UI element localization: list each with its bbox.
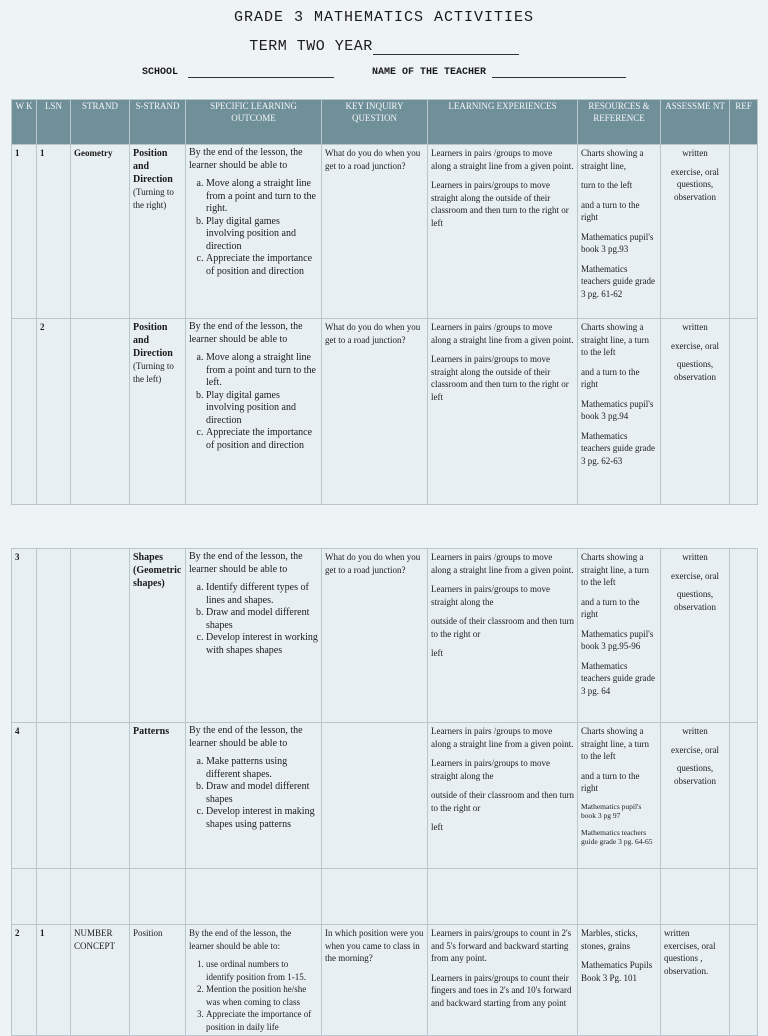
resource-text: and a turn to the right bbox=[581, 199, 640, 222]
assessment-text: questions, observation bbox=[674, 359, 716, 382]
strand-cell: NUMBER CONCEPT bbox=[71, 925, 130, 1036]
assessment-text: exercise, oral bbox=[671, 744, 719, 755]
assessment-cell bbox=[661, 925, 730, 1036]
substrand-cell bbox=[130, 145, 186, 319]
experience-text: Learners in pairs /groups to move along a straight line from a given point. bbox=[431, 148, 574, 171]
outcome-item: b. Play digital games involving position and direction bbox=[206, 390, 318, 428]
outcome-cell bbox=[186, 145, 322, 319]
resources-cell bbox=[578, 723, 661, 869]
experience-text: Learners in pairs /groups to move along a straight line from a given point. bbox=[431, 726, 574, 749]
teacher-label: NAME OF THE TEACHER bbox=[372, 67, 487, 78]
experience-text: Learners in pairs/groups to count their fingers and toes in 2's and 10's forward and backward starting from any point bbox=[431, 972, 572, 1008]
empty-cell bbox=[130, 869, 186, 925]
outcome-item: 3. Appreciate the importance of position in daily life bbox=[206, 1008, 318, 1033]
lesson-cell bbox=[37, 549, 71, 723]
outcome-intro: By the end of the lesson, the learner should be able to bbox=[189, 551, 303, 575]
col-header-ref: REF bbox=[730, 100, 758, 145]
strand-cell bbox=[71, 549, 130, 723]
experiences-cell bbox=[428, 549, 578, 723]
substrand-title: Shapes (Geometric shapes) bbox=[133, 552, 182, 589]
empty-cell bbox=[661, 869, 730, 925]
outcome-item: c. Develop interest in working with shapes shapes bbox=[206, 632, 318, 657]
question-cell: In which position were you when you came to class in the morning? bbox=[322, 925, 428, 1036]
table-row bbox=[12, 723, 758, 869]
col-header-week: W K bbox=[12, 100, 37, 145]
resource-text: and a turn to the right bbox=[581, 366, 640, 389]
resource-text: Mathematics pupil's book 3 pg 97 bbox=[581, 801, 642, 820]
substrand-cell: Position bbox=[130, 925, 186, 1036]
term-line bbox=[0, 38, 768, 55]
strand-cell bbox=[71, 723, 130, 869]
resource-text: Charts showing a straight line, bbox=[581, 148, 644, 171]
document-title: GRADE 3 MATHEMATICS ACTIVITIES bbox=[233, 9, 535, 26]
empty-row bbox=[12, 869, 758, 925]
scheme-table-1 bbox=[11, 99, 758, 505]
lesson-cell: 1 bbox=[37, 925, 71, 1036]
outcome-intro: By the end of the lesson, the learner should be able to bbox=[189, 147, 303, 171]
resource-text: Mathematics teachers guide grade 3 pg. 62-63 bbox=[581, 430, 655, 466]
col-header-experiences: LEARNING EXPERIENCES bbox=[428, 100, 578, 145]
table-row bbox=[12, 145, 758, 319]
outcome-intro: By the end of the lesson, the learner should be able to bbox=[189, 321, 303, 345]
experience-text: Learners in pairs/groups to move straight along the outside of their classroom and then turn to the right or left bbox=[431, 354, 569, 402]
resource-text: Charts showing a straight line, a turn to the left bbox=[581, 726, 649, 761]
assessment-text: written bbox=[682, 148, 708, 158]
outcome-item: a. Identify different types of lines and shapes. bbox=[206, 582, 318, 607]
week-cell: 4 bbox=[12, 723, 37, 869]
experience-text: outside of their classroom and then turn to the right or bbox=[431, 616, 574, 639]
school-teacher-line bbox=[0, 66, 768, 78]
col-header-assessment: ASSESSME NT bbox=[661, 100, 730, 145]
lesson-cell: 1 bbox=[37, 145, 71, 319]
outcome-item: a. Move along a straight line from a point and turn to the left. bbox=[206, 352, 318, 390]
empty-cell bbox=[428, 869, 578, 925]
resources-cell bbox=[578, 549, 661, 723]
week-cell: 3 bbox=[12, 549, 37, 723]
experience-text: left bbox=[431, 822, 443, 832]
experiences-cell bbox=[428, 145, 578, 319]
col-header-substrand: S-STRAND bbox=[130, 100, 186, 145]
empty-cell bbox=[578, 869, 661, 925]
outcome-intro: By the end of the lesson, the learner should be able to bbox=[189, 725, 303, 749]
empty-cell bbox=[730, 869, 758, 925]
table-row bbox=[12, 319, 758, 505]
substrand-cell bbox=[130, 723, 186, 869]
empty-cell bbox=[12, 869, 37, 925]
assessment-cell bbox=[661, 319, 730, 505]
ref-cell bbox=[730, 723, 758, 869]
assessment-text: questions, observation bbox=[674, 763, 716, 786]
question-cell bbox=[322, 723, 428, 869]
col-header-question: KEY INQUIRY QUESTION bbox=[322, 100, 428, 145]
assessment-cell bbox=[661, 723, 730, 869]
substrand-title: Position and Direction bbox=[133, 322, 173, 359]
lesson-cell bbox=[37, 723, 71, 869]
teacher-blank[interactable] bbox=[492, 66, 626, 78]
table-row bbox=[12, 925, 758, 1036]
outcome-item: a. Move along a straight line from a point and turn to the right. bbox=[206, 178, 318, 216]
resource-text: Mathematics pupil's book 3 pg.94 bbox=[581, 398, 654, 421]
outcome-intro: By the end of the lesson, the learner should be able to: bbox=[189, 928, 292, 951]
scheme-table-2 bbox=[11, 548, 758, 1036]
outcome-item: b. Draw and model different shapes bbox=[206, 607, 318, 632]
experience-text: Learners in pairs/groups to move straight along the bbox=[431, 758, 550, 781]
experience-text: Learners in pairs/groups to move straight along the outside of their classroom and then turn to the right or left bbox=[431, 180, 569, 228]
week-cell bbox=[12, 319, 37, 505]
strand-cell bbox=[71, 319, 130, 505]
outcome-item: 2. Mention the position he/she was when coming to class bbox=[206, 983, 318, 1008]
experience-text: Learners in pairs /groups to move along a straight line from a given point. bbox=[431, 322, 574, 345]
substrand-title: Position and Direction bbox=[133, 148, 173, 185]
question-cell: What do you do when you get to a road junction? bbox=[322, 145, 428, 319]
experience-text: outside of their classroom and then turn to the right or bbox=[431, 790, 574, 813]
substrand-cell bbox=[130, 319, 186, 505]
empty-cell bbox=[37, 869, 71, 925]
question-cell: What do you do when you get to a road junction? bbox=[322, 319, 428, 505]
experiences-cell bbox=[428, 319, 578, 505]
ref-cell bbox=[730, 319, 758, 505]
resource-text: and a turn to the right bbox=[581, 770, 640, 793]
ref-cell bbox=[730, 549, 758, 723]
assessment-text: questions, observation bbox=[674, 589, 716, 612]
assessment-cell bbox=[661, 145, 730, 319]
substrand-note: (Turning to the left) bbox=[133, 361, 174, 384]
ref-cell bbox=[730, 145, 758, 319]
substrand-cell bbox=[130, 549, 186, 723]
col-header-strand: STRAND bbox=[71, 100, 130, 145]
resource-text: Charts showing a straight line, a turn to the left bbox=[581, 322, 649, 357]
outcome-cell bbox=[186, 549, 322, 723]
assessment-text: exercise, oral bbox=[671, 340, 719, 351]
table-row bbox=[12, 549, 758, 723]
empty-cell bbox=[71, 869, 130, 925]
assessment-text: exercise, oral bbox=[671, 570, 719, 581]
resources-cell bbox=[578, 145, 661, 319]
substrand-note: (Turning to the right) bbox=[133, 187, 174, 210]
resource-text: and a turn to the right bbox=[581, 596, 640, 619]
question-cell: What do you do when you get to a road junction? bbox=[322, 549, 428, 723]
outcome-cell bbox=[186, 723, 322, 869]
outcome-item: a. Make patterns using different shapes. bbox=[206, 756, 318, 781]
assessment-text: written bbox=[682, 726, 708, 736]
resource-text: Mathematics teachers guide grade 3 pg. 61-62 bbox=[581, 263, 655, 299]
resource-text: Mathematics teachers guide grade 3 pg. 64 bbox=[581, 660, 655, 696]
lesson-cell: 2 bbox=[37, 319, 71, 505]
col-header-resources: RESOURCES & REFERENCE bbox=[578, 100, 661, 145]
col-header-outcome: SPECIFIC LEARNING OUTCOME bbox=[186, 100, 322, 145]
resource-text: Mathematics pupil's book 3 pg.95-96 bbox=[581, 628, 654, 651]
assessment-cell bbox=[661, 549, 730, 723]
week-cell: 1 bbox=[12, 145, 37, 319]
year-blank[interactable] bbox=[373, 40, 519, 55]
week-cell: 2 bbox=[12, 925, 37, 1036]
outcome-item: b. Draw and model different shapes bbox=[206, 781, 318, 806]
empty-cell bbox=[322, 869, 428, 925]
resource-text: Mathematics teachers guide grade 3 pg. 64-65 bbox=[581, 827, 653, 846]
assessment-text: written exercises, oral questions , observation. bbox=[664, 928, 716, 976]
substrand-title: Patterns bbox=[133, 726, 170, 737]
school-label: SCHOOL bbox=[141, 67, 178, 78]
assessment-text: written bbox=[682, 552, 708, 562]
strand-text: Geometry bbox=[74, 148, 113, 158]
outcome-item: c. Develop interest in making shapes using patterns bbox=[206, 806, 318, 831]
outcome-item: b. Play digital games involving position and direction bbox=[206, 216, 318, 254]
experiences-cell bbox=[428, 925, 578, 1036]
resources-cell bbox=[578, 319, 661, 505]
table-header-row bbox=[12, 100, 758, 145]
experiences-cell bbox=[428, 723, 578, 869]
resource-text: turn to the left bbox=[581, 180, 633, 190]
outcome-item: 1. use ordinal numbers to identify position from 1-15. bbox=[206, 958, 318, 983]
resource-text: Mathematics pupil's book 3 pg.93 bbox=[581, 231, 654, 254]
resource-text: Marbles, sticks, stones, grains bbox=[581, 928, 638, 951]
outcome-item: c. Appreciate the importance of position and direction bbox=[206, 253, 318, 278]
term-label: TERM TWO YEAR bbox=[249, 38, 373, 55]
empty-cell bbox=[186, 869, 322, 925]
experience-text: Learners in pairs /groups to move along a straight line from a given point. bbox=[431, 552, 574, 575]
strand-cell bbox=[71, 145, 130, 319]
experience-text: left bbox=[431, 648, 443, 658]
assessment-text: written bbox=[682, 322, 708, 332]
experience-text: Learners in pairs/groups to count in 2's and 5's forward and backward starting from any point. bbox=[431, 928, 572, 963]
resources-cell bbox=[578, 925, 661, 1036]
outcome-cell bbox=[186, 925, 322, 1036]
assessment-text: exercise, oral questions, observation bbox=[671, 166, 719, 202]
experience-text: Learners in pairs/groups to move straight along the bbox=[431, 584, 550, 607]
outcome-item: c. Appreciate the importance of position and direction bbox=[206, 427, 318, 452]
resource-text: Charts showing a straight line, a turn to the left bbox=[581, 552, 649, 587]
school-blank[interactable] bbox=[188, 66, 334, 78]
col-header-lesson: LSN bbox=[37, 100, 71, 145]
resource-text: Mathematics Pupils Book 3 Pg. 101 bbox=[581, 960, 653, 983]
ref-cell bbox=[730, 925, 758, 1036]
outcome-cell bbox=[186, 319, 322, 505]
